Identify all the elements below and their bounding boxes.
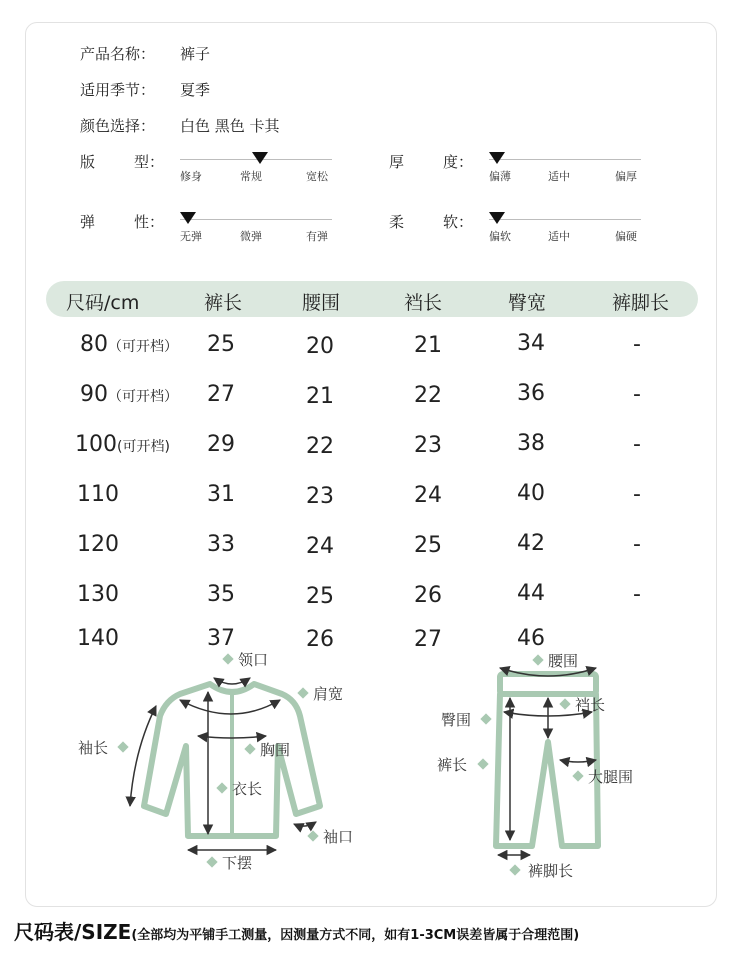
attr-label-char2: 软：: [443, 213, 474, 231]
cell-value: 21: [306, 384, 334, 409]
cell-value: 27: [207, 382, 235, 407]
cell-size: 100(可开档): [75, 432, 170, 457]
label-pant-length: 裤长: [437, 756, 468, 774]
info-label: 适用季节：: [80, 81, 156, 99]
cell-value: -: [633, 532, 641, 557]
cell-value: 37: [207, 626, 235, 651]
cell-value: 44: [517, 581, 545, 606]
scale-option: 偏厚: [615, 170, 637, 183]
header-pant-length: 裤长: [204, 292, 243, 314]
cell-value: 23: [306, 484, 334, 509]
cell-value: 34: [517, 331, 545, 356]
label-collar: 领口: [238, 651, 269, 669]
cell-value: 20: [306, 334, 334, 359]
label-shoulder: 肩宽: [313, 685, 344, 703]
scale-option: 偏软: [489, 230, 511, 243]
cell-value: 26: [306, 627, 334, 652]
cell-value: -: [633, 332, 641, 357]
scale-option: 有弹: [306, 230, 328, 243]
label-body-length: 衣长: [232, 780, 263, 798]
cell-value: -: [633, 432, 641, 457]
cell-value: 25: [207, 332, 235, 357]
attr-label-char1: 版: [80, 153, 96, 171]
attr-label-char1: 厚: [389, 153, 405, 171]
top-outline: [144, 684, 320, 836]
scale-option: 微弹: [240, 230, 262, 243]
footer-note: (全部均为平铺手工测量，因测量方式不同，如有1-3CM误差皆属于合理范围): [131, 928, 580, 943]
cell-value: 40: [517, 481, 545, 506]
cell-value: 24: [306, 534, 334, 559]
label-sleeve-length: 袖长: [78, 739, 109, 757]
cell-value: -: [633, 382, 641, 407]
cell-value: 36: [517, 381, 545, 406]
cell-value: 38: [517, 431, 545, 456]
label-rise: 裆长: [575, 696, 606, 714]
cell-size: 110: [77, 482, 119, 507]
cell-size: 140: [77, 626, 119, 651]
cell-value: -: [633, 482, 641, 507]
cell-value: 31: [207, 482, 235, 507]
cell-value: 33: [207, 532, 235, 557]
cell-value: 26: [414, 583, 442, 608]
info-value: 夏季: [180, 81, 211, 99]
label-cuff: 袖口: [323, 828, 354, 846]
scale-option: 修身: [180, 170, 202, 183]
info-value: 裤子: [180, 45, 211, 63]
scale-option: 无弹: [180, 230, 202, 243]
header-leg-opening: 裤脚长: [612, 292, 670, 314]
scale-option: 常规: [240, 170, 262, 183]
cell-value: 27: [414, 627, 442, 652]
cell-value: 29: [207, 432, 235, 457]
label-waist: 腰围: [548, 652, 579, 670]
cell-value: 46: [517, 626, 545, 651]
footer: [14, 916, 579, 945]
attr-label-char2: 性：: [134, 213, 165, 231]
attr-label-char1: 弹: [80, 213, 96, 231]
cell-value: 25: [414, 533, 442, 558]
cell-value: 23: [414, 433, 442, 458]
cell-size: 120: [77, 532, 119, 557]
header-rise: 裆长: [404, 292, 443, 314]
scale-option: 适中: [548, 230, 570, 243]
scale-option: 宽松: [306, 170, 328, 183]
footer-title: 尺码表/SIZE: [14, 920, 132, 944]
attr-label-char1: 柔: [389, 213, 405, 231]
cell-size: 80（可开档）: [80, 332, 178, 357]
scale-option: 偏薄: [489, 170, 511, 183]
cell-value: 25: [306, 584, 334, 609]
header-size: 尺码/cm: [66, 292, 140, 314]
scale-option: 适中: [548, 170, 570, 183]
cell-value: 24: [414, 483, 442, 508]
cell-value: 21: [414, 333, 442, 358]
header-waist: 腰围: [302, 292, 341, 314]
scale-option: 偏硬: [615, 230, 637, 243]
label-leg-opening: 裤脚长: [528, 862, 574, 880]
label-hem: 下摆: [222, 854, 253, 872]
top-measure-lines: [130, 678, 316, 850]
label-chest: 胸围: [260, 741, 291, 759]
label-hip: 臀围: [441, 711, 472, 729]
info-label: 颜色选择：: [80, 117, 156, 135]
label-thigh: 大腿围: [588, 768, 634, 786]
cell-size: 130: [77, 582, 119, 607]
cell-size: 90（可开档）: [80, 382, 178, 407]
header-hip: 臀宽: [508, 292, 547, 314]
cell-value: 22: [306, 434, 334, 459]
info-value: 白色 黑色 卡其: [180, 117, 280, 135]
info-label: 产品名称：: [80, 45, 156, 63]
cell-value: 35: [207, 582, 235, 607]
cell-value: 42: [517, 531, 545, 556]
attr-label-char2: 型：: [134, 153, 165, 171]
attr-label-char2: 度：: [443, 153, 474, 171]
cell-value: -: [633, 582, 641, 607]
cell-value: 22: [414, 383, 442, 408]
